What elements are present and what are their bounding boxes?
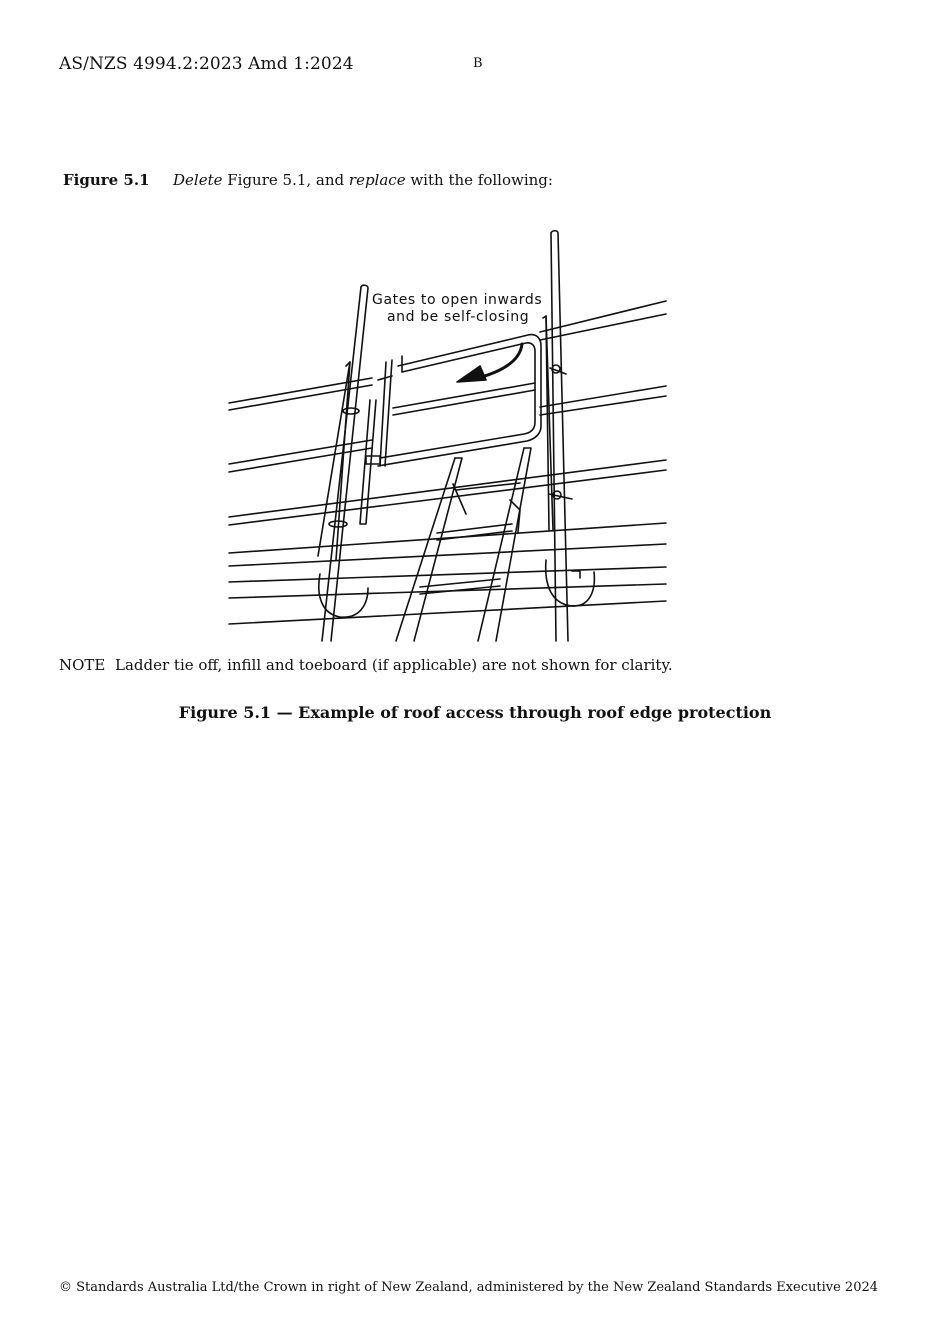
gate-frame: [366, 335, 541, 466]
amendment-middle-text: Figure 5.1, and: [222, 171, 349, 189]
figure-caption: Figure 5.1 — Example of roof access through roof edge protection: [178, 703, 772, 722]
note-text: Ladder tie off, infill and toeboard (if applicable) are not shown for clarity.: [115, 656, 673, 674]
amendment-end-text: with the following:: [405, 171, 553, 189]
gutter-brackets: [319, 560, 595, 617]
amendment-instruction: [63, 171, 553, 189]
guardrails: [229, 301, 666, 525]
copyright-footer: © Standards Australia Ltd/the Crown in right of New Zealand, administered by the New Zealand Standards Executive 2024: [59, 1280, 879, 1295]
note-label: NOTE: [59, 656, 106, 674]
roof-access-figure: [228, 228, 668, 644]
gate-callout-line-1: Gates to open inwards: [372, 292, 543, 308]
document-identifier: AS/NZS 4994.2:2023 Amd 1:2024: [59, 54, 354, 74]
figure-note: [59, 656, 673, 674]
page-mark: B: [473, 56, 483, 71]
amendment-delete-word: Delete: [173, 171, 223, 189]
amendment-replace-word: replace: [348, 171, 406, 189]
amendment-figure-ref: Figure 5.1: [63, 171, 150, 189]
gate-callout-line-2: and be self-closing: [387, 309, 530, 325]
roof-access-illustration: [228, 228, 668, 644]
